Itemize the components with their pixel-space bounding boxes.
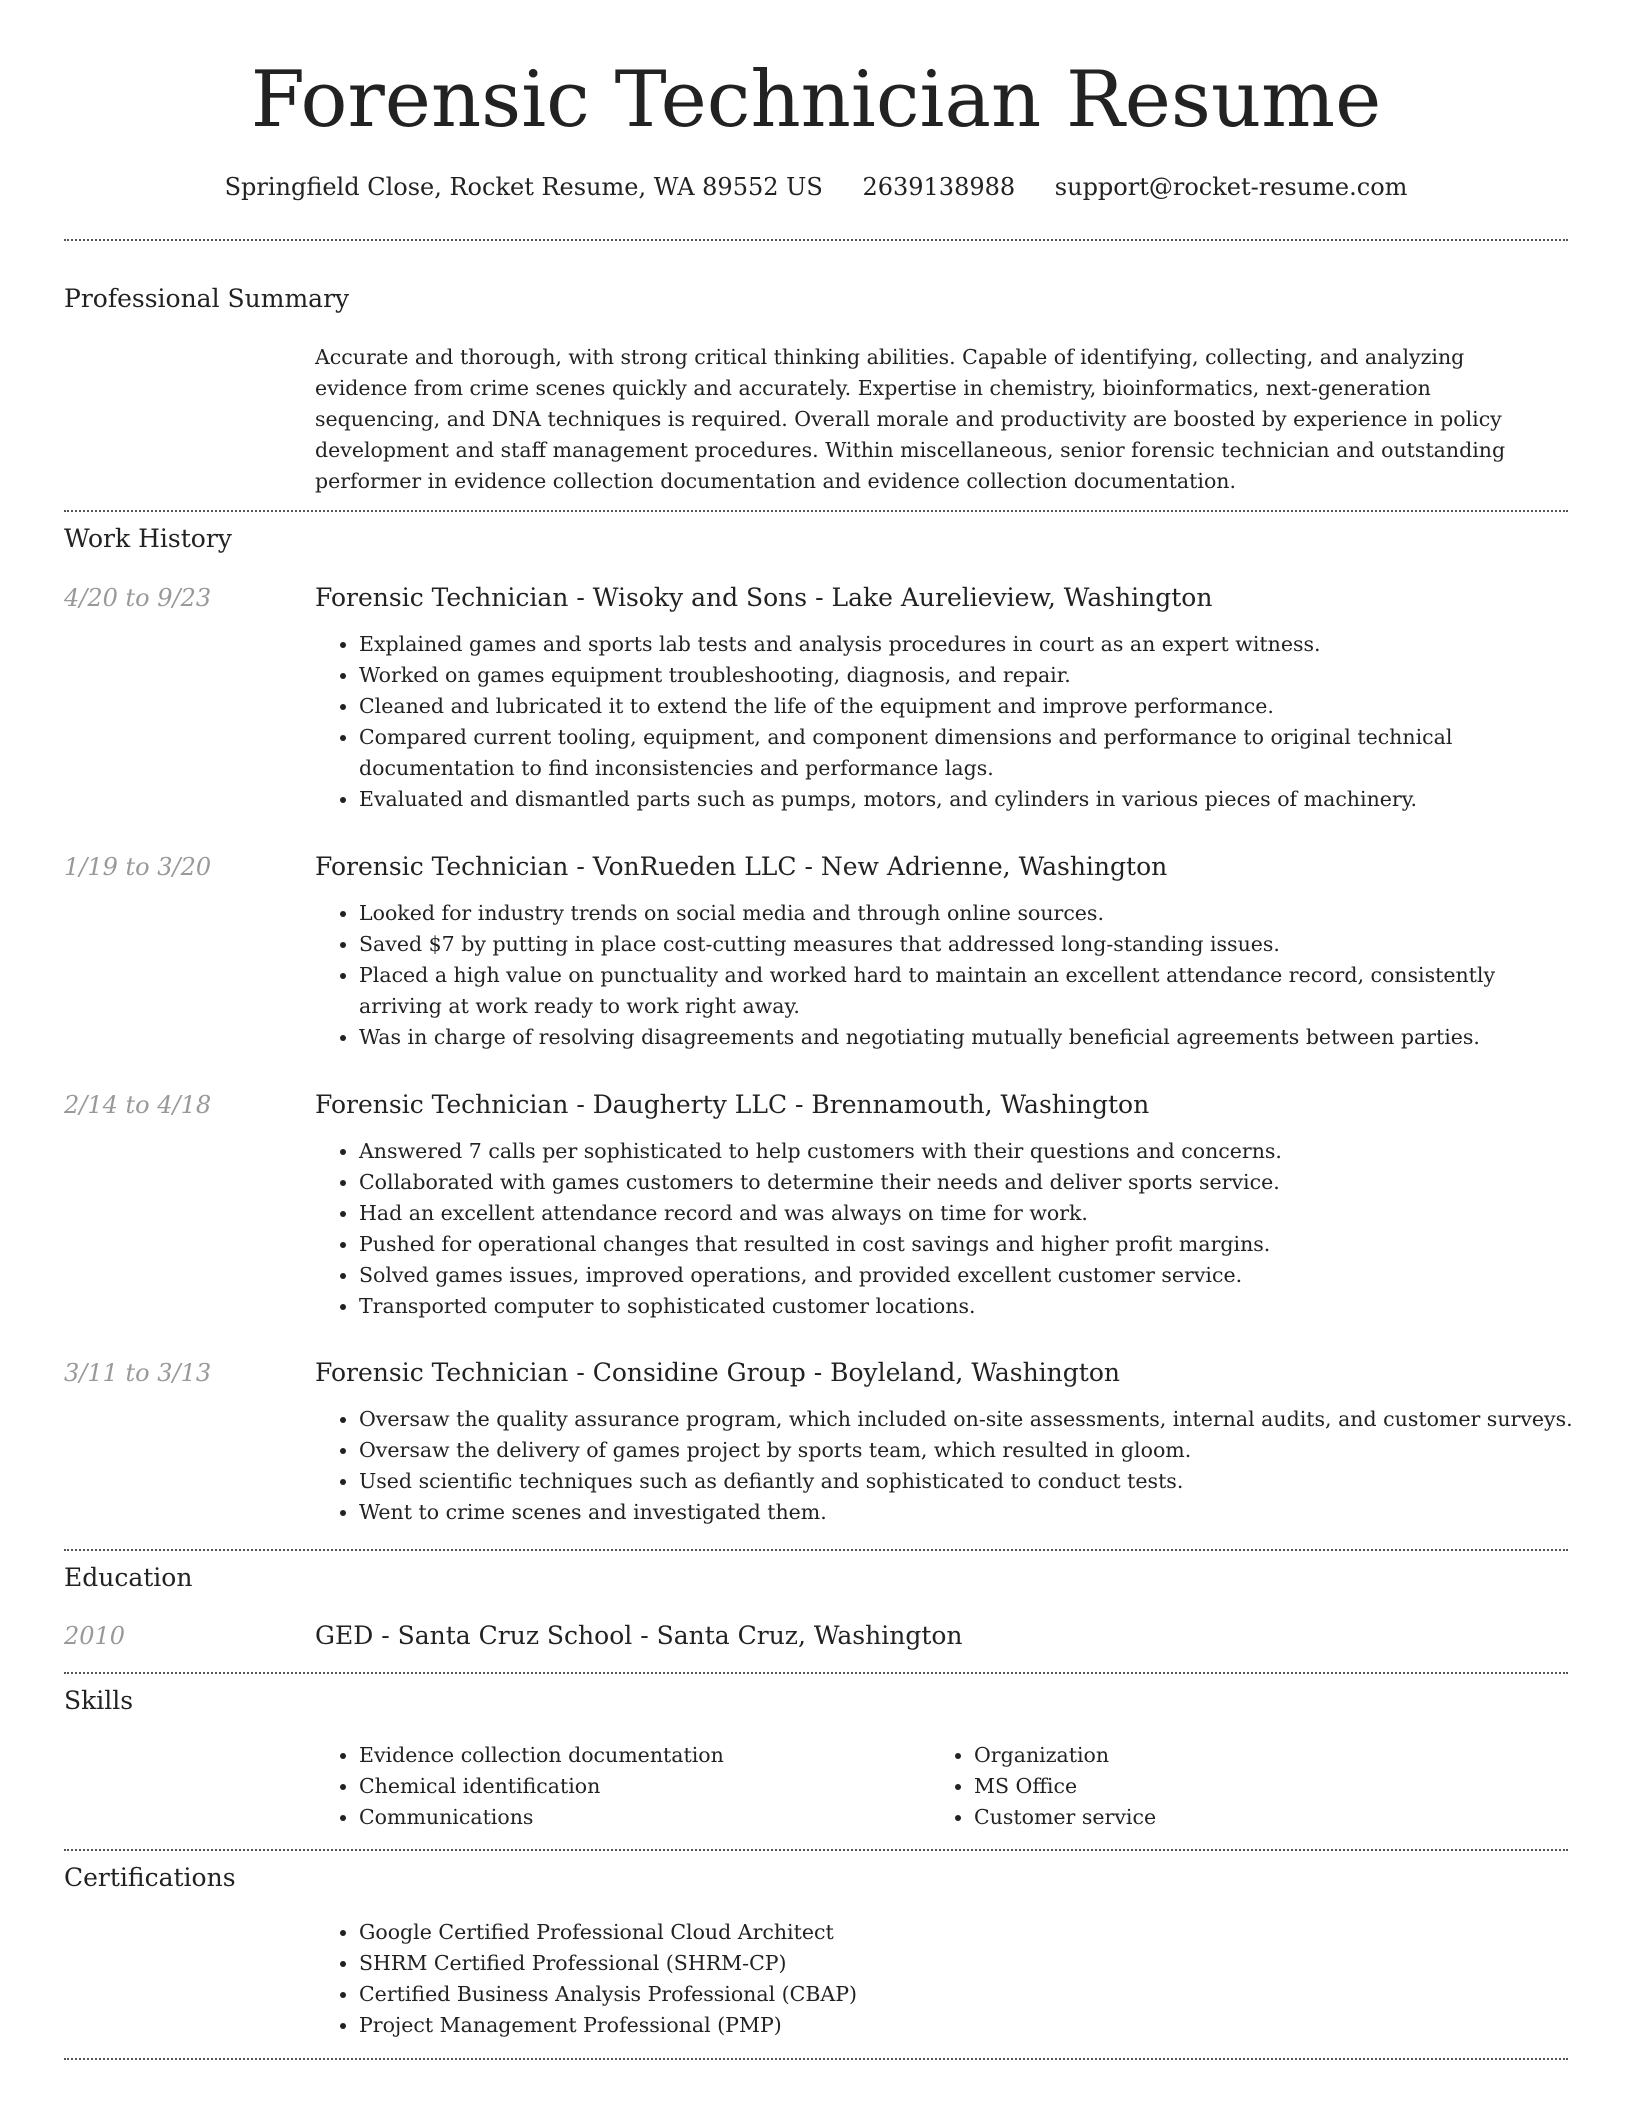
list-item: • Saved $7 by putting in place cost-cutting measures that addressed long-standing issues. [359,929,1559,960]
job-dates: 1/19 to 3/20 [64,853,212,881]
certifications-list [315,1917,1559,2041]
skills-list-right [930,1740,1534,1833]
list-item: • Used scientific techniques such as defiantly and sophisticated to conduct tests. [359,1466,1609,1497]
certification-item: • Project Management Professional (PMP) [359,2010,1559,2041]
list-item: • Compared current tooling, equipment, and component dimensions and performance to original technical documentation to find inconsistencies and performance lags. [359,722,1559,784]
skills-list-left [315,1740,919,1833]
list-item: • Cleaned and lubricated it to extend the life of the equipment and improve performance. [359,691,1559,722]
job-title: Forensic Technician - Wisoky and Sons - Lake Aurelieview, Washington [315,583,1213,612]
list-item: • Went to crime scenes and investigated them. [359,1497,1609,1528]
contact-email: support@rocket-resume.com [1054,173,1408,201]
divider [64,239,1568,241]
skill-item: • Customer service [974,1802,1534,1833]
divider [64,510,1568,512]
list-item: • Evaluated and dismantled parts such as pumps, motors, and cylinders in various pieces of machinery. [359,784,1559,815]
divider [64,2058,1568,2060]
certification-item: • Certified Business Analysis Professional (CBAP) [359,1979,1559,2010]
certification-item: • Google Certified Professional Cloud Architect [359,1917,1559,1948]
job-bullets [315,1136,1559,1322]
skill-item: • Communications [359,1802,919,1833]
skill-item: • MS Office [974,1771,1534,1802]
skill-item: • Organization [974,1740,1534,1771]
contact-address: Springfield Close, Rocket Resume, WA 89552 US [224,173,823,201]
skill-item: • Chemical identification [359,1771,919,1802]
section-title-summary: Professional Summary [64,284,350,313]
job-bullets [315,629,1559,815]
list-item: • Had an excellent attendance record and was always on time for work. [359,1198,1559,1229]
job-dates: 4/20 to 9/23 [64,584,212,612]
list-item: • Solved games issues, improved operations, and provided excellent customer service. [359,1260,1559,1291]
job-title: Forensic Technician - Considine Group - Boyleland, Washington [315,1358,1120,1387]
section-title-skills: Skills [64,1686,134,1715]
section-title-work-history: Work History [64,524,232,553]
job-title: Forensic Technician - Daugherty LLC - Brennamouth, Washington [315,1090,1150,1119]
job-dates: 2/14 to 4/18 [64,1091,212,1119]
contact-line [0,170,1632,204]
job-dates: 3/11 to 3/13 [64,1359,212,1387]
job-title: Forensic Technician - VonRueden LLC - New Adrienne, Washington [315,852,1168,881]
list-item: • Was in charge of resolving disagreements and negotiating mutually beneficial agreements between parties. [359,1022,1559,1053]
divider [64,1672,1568,1674]
list-item: • Answered 7 calls per sophisticated to help customers with their questions and concerns. [359,1136,1559,1167]
contact-phone: 2639138988 [862,173,1016,201]
list-item: • Oversaw the quality assurance program, which included on-site assessments, internal audits, and customer surveys. [359,1404,1609,1435]
divider [64,1549,1568,1551]
resume-title: Forensic Technician Resume [250,55,1382,145]
job-bullets [315,898,1559,1053]
education-degree: GED - Santa Cruz School - Santa Cruz, Washington [315,1621,963,1650]
list-item: • Placed a high value on punctuality and worked hard to maintain an excellent attendance record, consistently arriving at work ready to work right away. [359,960,1559,1022]
summary-text: Accurate and thorough, with strong critical thinking abilities. Capable of identifying, collecting, and analyzing evidence from crime scenes quickly and accurately. Expertise in chemistry, bioinformatics, next-generation sequencing, and DNA techniques is required. Overall morale and productivity are boosted by experience in policy development and staff management procedures. Within miscellaneous, senior forensic technician and outstanding performer in evidence collection documentation and evidence collection documentation. [315,345,1506,493]
section-title-certifications: Certifications [64,1863,236,1892]
section-title-education: Education [64,1563,193,1592]
list-item: • Transported computer to sophisticated customer locations. [359,1291,1559,1322]
list-item: • Pushed for operational changes that resulted in cost savings and higher profit margins. [359,1229,1559,1260]
skill-item: • Evidence collection documentation [359,1740,919,1771]
list-item: • Oversaw the delivery of games project by sports team, which resulted in gloom. [359,1435,1609,1466]
list-item: • Collaborated with games customers to determine their needs and deliver sports service. [359,1167,1559,1198]
education-year: 2010 [64,1622,126,1650]
list-item: • Looked for industry trends on social media and through online sources. [359,898,1559,929]
list-item: • Worked on games equipment troubleshooting, diagnosis, and repair. [359,660,1559,691]
certification-item: • SHRM Certified Professional (SHRM-CP) [359,1948,1559,1979]
job-bullets [315,1404,1609,1528]
divider [64,1849,1568,1851]
list-item: • Explained games and sports lab tests and analysis procedures in court as an expert witness. [359,629,1559,660]
